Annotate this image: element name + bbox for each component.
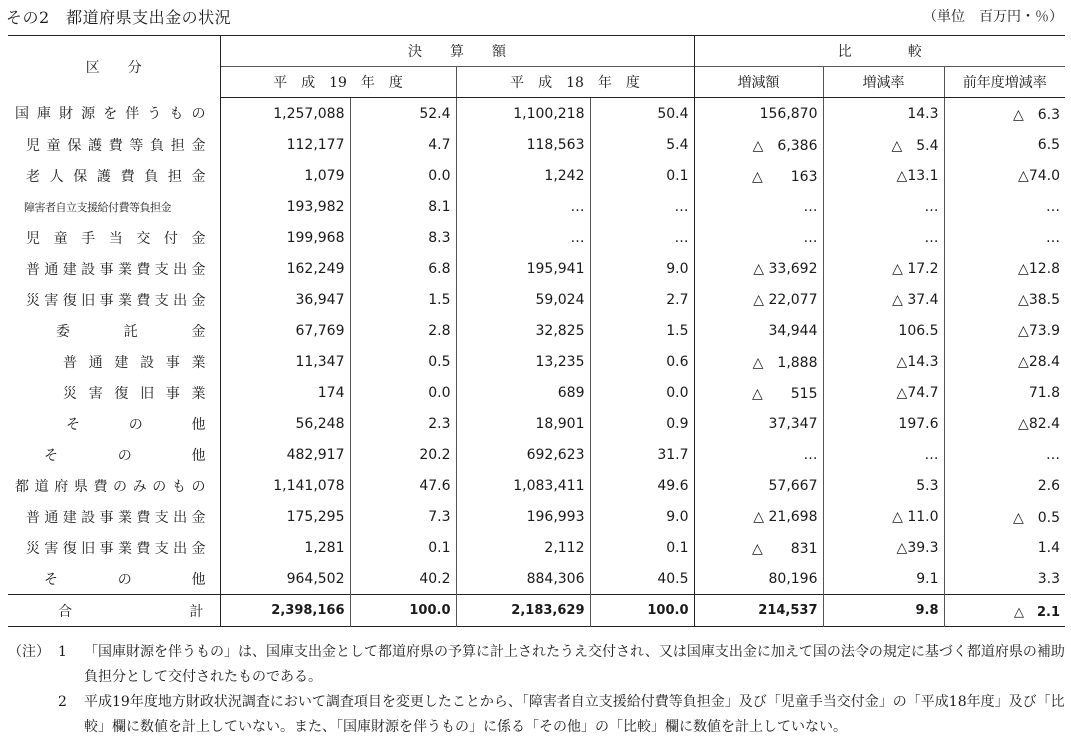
fy18-ratio: 0.6: [590, 346, 694, 377]
change-amount: 156,870: [694, 98, 823, 130]
fy18-header: 平 成 18 年 度: [456, 67, 694, 98]
change-rate: △ 37.4: [823, 284, 944, 315]
fy18-ratio: 50.4: [590, 98, 694, 130]
fy19-amount: 11,347: [220, 346, 350, 377]
change-amount: 34,944: [694, 315, 823, 346]
fy19-ratio: 4.7: [350, 129, 456, 160]
change-rate: △39.3: [823, 532, 944, 563]
expenditure-table: [8, 35, 1065, 627]
fy19-amount: 56,248: [220, 408, 350, 439]
fy18-ratio: 9.0: [590, 253, 694, 284]
change-rate: △74.7: [823, 377, 944, 408]
fy19-amount: 199,968: [220, 222, 350, 253]
change-rate: 5.3: [823, 470, 944, 501]
row-label: 普通建設事業: [63, 354, 206, 371]
table-row: [8, 377, 1065, 408]
table-row: [8, 191, 1065, 222]
fy19-amount: 1,257,088: [220, 98, 350, 130]
page-title: その2 都道府県支出金の状況: [6, 8, 232, 27]
fy18-amount: 13,235: [456, 346, 590, 377]
fy18-ratio: 0.1: [590, 532, 694, 563]
fy18-ratio: 0.0: [590, 377, 694, 408]
fy19-header: 平 成 19 年 度: [220, 67, 456, 98]
fy19-ratio: 20.2: [350, 439, 456, 470]
fy19-ratio: 2.3: [350, 408, 456, 439]
prev-change-rate: △12.8: [944, 253, 1065, 284]
change-rate: △14.3: [823, 346, 944, 377]
change-amount: 37,347: [694, 408, 823, 439]
change-rate: …: [823, 439, 944, 470]
fy19-amount: 1,141,078: [220, 470, 350, 501]
change-amount: △ 515: [694, 377, 823, 408]
fy19-amount: 482,917: [220, 439, 350, 470]
row-label: 災害復旧事業: [63, 385, 206, 402]
change-rate: △ 5.4: [823, 129, 944, 160]
change-amount: △ 22,077: [694, 284, 823, 315]
fy19-ratio: 7.3: [350, 501, 456, 532]
fy18-amount: 18,901: [456, 408, 590, 439]
fy19-amount: 175,295: [220, 501, 350, 532]
note-2: [8, 690, 1066, 740]
prev-change-rate: △38.5: [944, 284, 1065, 315]
fy19-ratio: 6.8: [350, 253, 456, 284]
change-amount: …: [694, 439, 823, 470]
row-label: 都道府県費のみのもの: [15, 478, 206, 495]
row-label: その他: [44, 447, 206, 464]
fy19-amount: 67,769: [220, 315, 350, 346]
change-amount: △ 33,692: [694, 253, 823, 284]
total-label: 合計: [8, 595, 220, 627]
fy19-amount: 174: [220, 377, 350, 408]
fy19-ratio: 52.4: [350, 98, 456, 130]
row-label: 国庫財源を伴うもの: [15, 106, 206, 123]
notes-section: [8, 640, 1066, 740]
total-fy18-amount: 2,183,629: [456, 595, 590, 627]
fy18-amount: 692,623: [456, 439, 590, 470]
fy19-ratio: 0.1: [350, 532, 456, 563]
settlement-header: 決 算 額: [220, 36, 694, 67]
prev-change-rate: △82.4: [944, 408, 1065, 439]
comparison-header: 比 較: [694, 36, 1065, 67]
prev-change-rate: △ 6.3: [944, 98, 1065, 130]
table-row: [8, 408, 1065, 439]
fy19-ratio: 1.5: [350, 284, 456, 315]
fy18-ratio: 0.9: [590, 408, 694, 439]
prev-change-rate: △ 0.5: [944, 501, 1065, 532]
fy19-amount: 36,947: [220, 284, 350, 315]
note-1: [8, 640, 1066, 690]
fy18-amount: 59,024: [456, 284, 590, 315]
change-rate: 14.3: [823, 98, 944, 130]
change-rate: …: [823, 191, 944, 222]
change-rate: 106.5: [823, 315, 944, 346]
change-amount: …: [694, 191, 823, 222]
change-rate: …: [823, 222, 944, 253]
prev-change-rate: △28.4: [944, 346, 1065, 377]
notes-head: （注）: [8, 644, 50, 660]
fy18-amount: 195,941: [456, 253, 590, 284]
fy18-ratio: 9.0: [590, 501, 694, 532]
change-rate: △13.1: [823, 160, 944, 191]
change-amount: 80,196: [694, 563, 823, 595]
prev-change-rate: 2.6: [944, 470, 1065, 501]
change-amount-header: 増減額: [694, 67, 823, 98]
table-row: [8, 129, 1065, 160]
fy18-amount: 118,563: [456, 129, 590, 160]
prev-change-rate: …: [944, 439, 1065, 470]
total-prev-change-rate: △ 2.1: [944, 595, 1065, 627]
prev-change-rate: △73.9: [944, 315, 1065, 346]
total-change-amount: 214,537: [694, 595, 823, 627]
row-label: 障害者自立支援給付費等負担金: [24, 200, 171, 214]
row-label: 委託金: [56, 323, 206, 340]
fy18-amount: …: [456, 191, 590, 222]
row-label: 普通建設事業費支出金: [26, 261, 206, 278]
change-amount: 57,667: [694, 470, 823, 501]
fy18-amount: 1,242: [456, 160, 590, 191]
prev-change-rate: 71.8: [944, 377, 1065, 408]
fy18-ratio: 0.1: [590, 160, 694, 191]
change-amount: △ 6,386: [694, 129, 823, 160]
change-amount: △ 1,888: [694, 346, 823, 377]
note-number: 2: [58, 694, 67, 710]
prev-change-rate: △74.0: [944, 160, 1065, 191]
note-text: 平成19年度地方財政状況調査において調査項目を変更したことから、「障害者自立支援給付費等負担金」及び「児童手当交付金」の「平成18年度」及び「比較」欄に数値を計上していない。また、「国庫財源を伴うもの」に係る「その他」の「比較」欄に数値を計上していない。: [84, 694, 1065, 735]
fy19-amount: 1,079: [220, 160, 350, 191]
fy19-amount: 964,502: [220, 563, 350, 595]
table-row: [8, 501, 1065, 532]
table-row: [8, 253, 1065, 284]
fy19-ratio: 47.6: [350, 470, 456, 501]
fy19-ratio: 40.2: [350, 563, 456, 595]
fy19-ratio: 0.0: [350, 160, 456, 191]
change-rate: 197.6: [823, 408, 944, 439]
fy19-ratio: 0.5: [350, 346, 456, 377]
row-label: 普通建設事業費支出金: [26, 509, 206, 526]
table-row: [8, 98, 1065, 130]
row-label: 災害復旧事業費支出金: [26, 540, 206, 557]
prev-change-rate: 3.3: [944, 563, 1065, 595]
total-change-rate: 9.8: [823, 595, 944, 627]
note-number: 1: [58, 644, 67, 660]
fy18-amount: 2,112: [456, 532, 590, 563]
change-amount: △ 831: [694, 532, 823, 563]
table-row: [8, 532, 1065, 563]
prev-change-rate: …: [944, 191, 1065, 222]
fy19-ratio: 8.1: [350, 191, 456, 222]
fy18-ratio: 5.4: [590, 129, 694, 160]
prev-change-rate: …: [944, 222, 1065, 253]
table-row: [8, 470, 1065, 501]
fy18-amount: 196,993: [456, 501, 590, 532]
fy18-ratio: …: [590, 191, 694, 222]
table-row: [8, 222, 1065, 253]
fy19-amount: 193,982: [220, 191, 350, 222]
change-amount: △ 21,698: [694, 501, 823, 532]
fy18-amount: 1,083,411: [456, 470, 590, 501]
table-row: [8, 346, 1065, 377]
fy18-amount: 32,825: [456, 315, 590, 346]
fy18-ratio: 31.7: [590, 439, 694, 470]
fy18-ratio: …: [590, 222, 694, 253]
fy18-amount: 1,100,218: [456, 98, 590, 130]
note-text: 「国庫財源を伴うもの」は、国庫支出金として都道府県の予算に計上されたうえ交付され、又は国庫支出金に加えて国の法令の規定に基づく都道府県の補助負担分として交付されたものである。: [84, 644, 1065, 685]
fy19-ratio: 2.8: [350, 315, 456, 346]
table-row: [8, 160, 1065, 191]
fy18-amount: …: [456, 222, 590, 253]
change-rate: △ 17.2: [823, 253, 944, 284]
prev-change-rate: 6.5: [944, 129, 1065, 160]
category-header: 区 分: [85, 59, 142, 76]
change-amount: △ 163: [694, 160, 823, 191]
fy19-ratio: 8.3: [350, 222, 456, 253]
total-row: [8, 595, 1065, 627]
total-fy18-ratio: 100.0: [590, 595, 694, 627]
row-label: 児童手当交付金: [26, 230, 206, 247]
change-rate: 9.1: [823, 563, 944, 595]
fy18-amount: 884,306: [456, 563, 590, 595]
fy18-amount: 689: [456, 377, 590, 408]
row-label: その他: [66, 416, 206, 433]
total-fy19-amount: 2,398,166: [220, 595, 350, 627]
header-row-1: [8, 36, 1065, 67]
row-label: その他: [44, 571, 206, 588]
table-row: [8, 439, 1065, 470]
row-label: 老人保護費負担金: [26, 168, 206, 185]
fy19-ratio: 0.0: [350, 377, 456, 408]
prev-change-rate: 1.4: [944, 532, 1065, 563]
change-rate: △ 11.0: [823, 501, 944, 532]
fy18-ratio: 40.5: [590, 563, 694, 595]
row-label: 児童保護費等負担金: [26, 137, 206, 154]
fy18-ratio: 49.6: [590, 470, 694, 501]
total-fy19-ratio: 100.0: [350, 595, 456, 627]
row-label: 災害復旧事業費支出金: [26, 292, 206, 309]
unit-label: （単位 百万円・％）: [923, 9, 1063, 25]
fy18-ratio: 1.5: [590, 315, 694, 346]
table-row: [8, 284, 1065, 315]
fy19-amount: 112,177: [220, 129, 350, 160]
fy18-ratio: 2.7: [590, 284, 694, 315]
prev-change-rate-header: 前年度増減率: [944, 67, 1065, 98]
table-row: [8, 315, 1065, 346]
fy19-amount: 1,281: [220, 532, 350, 563]
change-amount: …: [694, 222, 823, 253]
table-row: [8, 563, 1065, 595]
fy19-amount: 162,249: [220, 253, 350, 284]
change-rate-header: 増減率: [823, 67, 944, 98]
